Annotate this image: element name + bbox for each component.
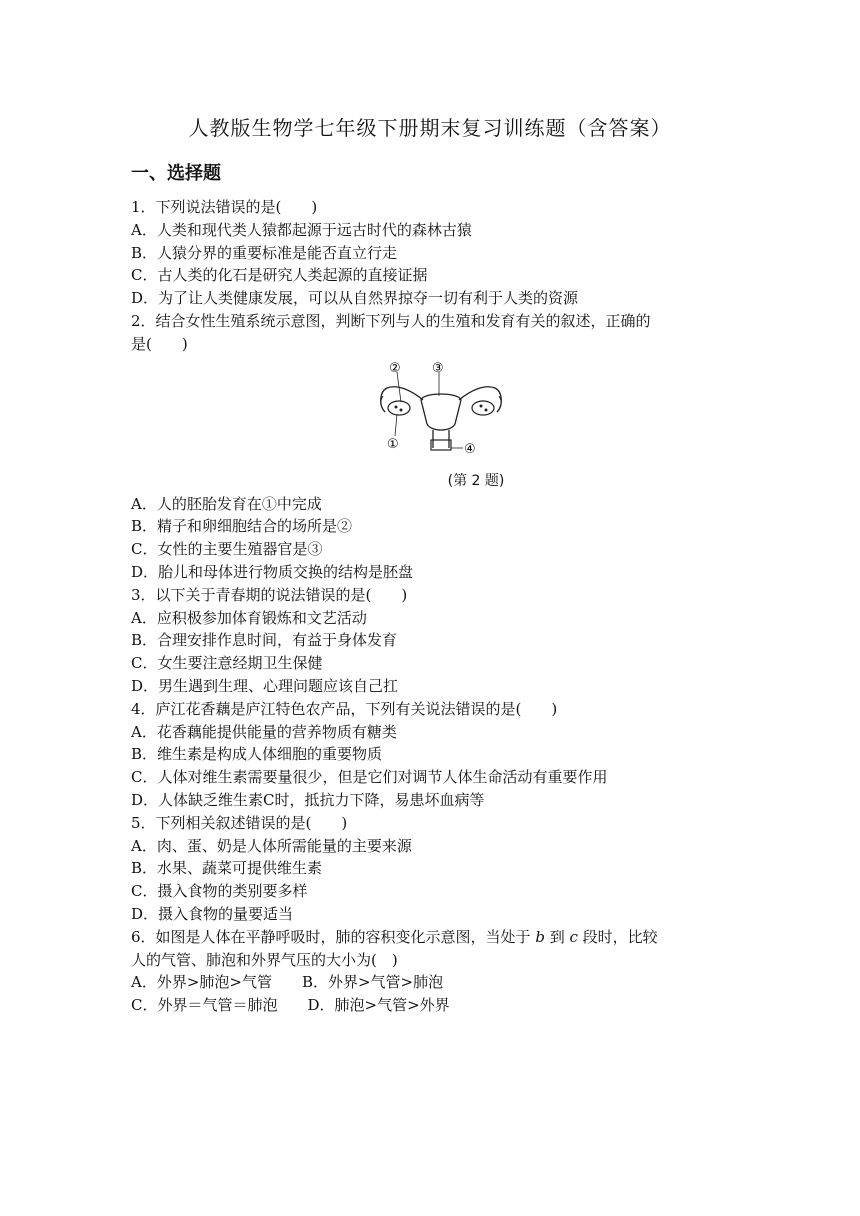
question-6-stem-part: 段时，比较 <box>577 927 658 946</box>
variable-c: c <box>569 927 578 946</box>
left-oviduct <box>381 386 423 411</box>
question-6-options-row-1: A．外界>肺泡>气管 B．外界>气管>肺泡 <box>131 973 444 992</box>
question-1-option-c: C．古人类的化石是研究人类起源的直接证据 <box>131 266 428 285</box>
question-2-option-a: A．人的胚胎发育在①中完成 <box>131 494 322 513</box>
question-6-stem-part: 6．如图是人体在平静呼吸时，肺的容积变化示意图，当处于 <box>131 927 536 946</box>
section-heading: 一、选择题 <box>131 163 221 184</box>
right-oviduct <box>459 386 501 411</box>
question-4-stem: 4．庐江花香藕是庐江特色农产品，下列有关说法错误的是( ) <box>131 699 558 718</box>
figure-label-4: ④ <box>464 441 476 457</box>
question-2-option-b: B．精子和卵细胞结合的场所是② <box>131 517 353 536</box>
question-5-option-d: D．摄入食物的量要适当 <box>131 904 294 923</box>
question-3-option-d: D．男生遇到生理、心理问题应该自己扛 <box>131 676 399 695</box>
question-2-option-d: D．胎儿和母体进行物质交换的结构是胚盘 <box>131 562 414 581</box>
question-6-stem <box>131 926 741 949</box>
figure-caption: (第 2 题) <box>447 472 505 489</box>
figure-label-2: ② <box>389 361 401 376</box>
question-3-option-b: B．合理安排作息时间，有益于身体发育 <box>131 631 398 650</box>
vagina-shape <box>433 430 449 448</box>
question-1-option-a: A．人类和现代类人猿都起源于远古时代的森林古猿 <box>131 220 472 239</box>
question-2-option-c: C．女性的主要生殖器官是③ <box>131 540 323 559</box>
document-title: 人教版生物学七年级下册期末复习训练题（含答案） <box>188 116 672 140</box>
question-list <box>131 196 741 1017</box>
question-1-option-b: B．人猿分界的重要标准是能否直立行走 <box>131 243 398 262</box>
figure-label-1: ① <box>387 436 399 452</box>
question-5-option-a: A．肉、蛋、奶是人体所需能量的主要来源 <box>131 836 412 855</box>
question-3-stem: 3．以下关于青春期的说法错误的是( ) <box>131 585 408 604</box>
left-ovary <box>388 401 410 415</box>
question-4-option-b: B．维生素是构成人体细胞的重要物质 <box>131 745 383 764</box>
vagina-opening <box>431 440 451 450</box>
question-1-stem: 1．下列说法错误的是( ) <box>131 198 318 216</box>
question-4-option-c: C．人体对维生素需要量很少，但是它们对调节人体生命活动有重要作用 <box>131 768 608 787</box>
question-3-option-a: A．应积极参加体育锻炼和文艺活动 <box>131 608 367 627</box>
reproductive-system-figure <box>131 356 741 469</box>
variable-b: b <box>535 927 545 946</box>
question-2-stem-continued: 是( ) <box>131 334 188 353</box>
question-3-option-c: C．女生要注意经期卫生保健 <box>131 654 323 673</box>
question-1-option-d: D．为了让人类健康发展，可以从自然界掠夺一切有利于人类的资源 <box>131 289 579 308</box>
uterus-shape <box>421 394 461 430</box>
question-4-option-a: A．花香藕能提供能量的营养物质有糖类 <box>131 722 397 741</box>
right-ovary <box>472 401 494 415</box>
question-6-stem-part: 到 <box>544 927 570 946</box>
question-5-option-b: B．水果、蔬菜可提供维生素 <box>131 859 323 878</box>
question-5-stem: 5．下列相关叙述错误的是( ) <box>131 813 348 832</box>
question-5-option-c: C．摄入食物的类别要多样 <box>131 882 308 901</box>
question-2-stem: 2．结合女性生殖系统示意图，判断下列与人的生殖和发育有关的叙述，正确的 <box>131 311 651 330</box>
figure-label-3: ③ <box>432 361 444 376</box>
female-reproductive-diagram <box>371 362 511 462</box>
question-6-options-row-2: C．外界＝气管＝肺泡 D．肺泡>气管>外界 <box>131 996 450 1015</box>
question-6-stem-continued: 人的气管、肺泡和外界气压的大小为( ) <box>131 950 398 969</box>
question-4-option-d: D．人体缺乏维生素C时，抵抗力下降，易患坏血病等 <box>131 790 485 809</box>
